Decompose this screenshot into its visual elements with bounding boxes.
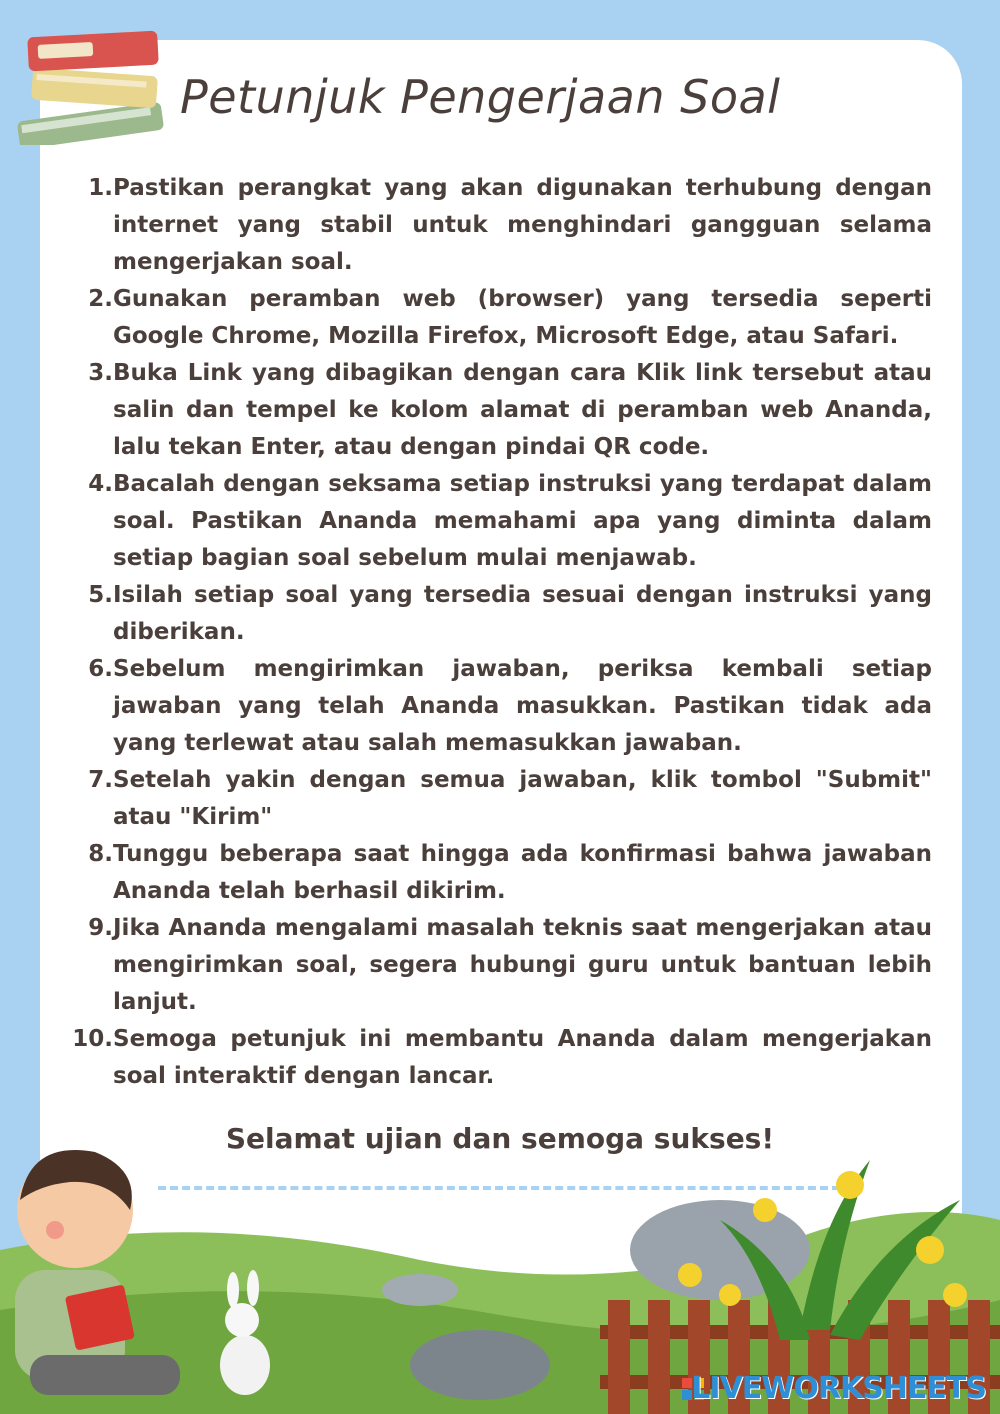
instruction-item [70, 762, 932, 836]
instruction-number: 6. [88, 656, 113, 682]
instruction-number: 9. [88, 915, 113, 941]
books-icon [8, 20, 173, 145]
instruction-text: Sebelum mengirimkan jawaban, periksa kembali setiap jawaban yang telah Ananda masukkan. Pastikan tidak ada yang terlewat atau salah memasukkan jawaban. [113, 656, 932, 756]
instruction-text: Gunakan peramban web (browser) yang tersedia seperti Google Chrome, Mozilla Firefox, Microsoft Edge, atau Safari. [113, 286, 932, 349]
instruction-item [70, 836, 932, 910]
instruction-item [70, 910, 932, 1021]
instruction-text: Semoga petunjuk ini membantu Ananda dalam mengerjakan soal interaktif dengan lancar. [113, 1026, 932, 1089]
instruction-item [70, 577, 932, 651]
instruction-item [70, 1021, 932, 1095]
instruction-item [70, 281, 932, 355]
watermark-text: LIVEWORKSHEETS [691, 1371, 986, 1406]
instruction-text: Jika Ananda mengalami masalah teknis saat mengerjakan atau mengirimkan soal, segera hubungi guru untuk bantuan lebih lanjut. [113, 915, 932, 1015]
instruction-text: Buka Link yang dibagikan dengan cara Klik link tersebut atau salin dan tempel ke kolom alamat di peramban web Ananda, lalu tekan Enter, atau dengan pindai QR code. [113, 360, 932, 460]
instruction-item [70, 355, 932, 466]
instruction-number: 4. [88, 471, 113, 497]
instruction-number: 2. [88, 286, 113, 312]
instruction-number: 7. [88, 767, 113, 793]
closing-message: Selamat ujian dan semoga sukses! [225, 1122, 775, 1155]
instruction-number: 5. [88, 582, 113, 608]
instruction-text: Bacalah dengan seksama setiap instruksi yang terdapat dalam soal. Pastikan Ananda memahami apa yang diminta dalam setiap bagian soal sebelum mulai menjawab. [113, 471, 932, 571]
instruction-text: Pastikan perangkat yang akan digunakan terhubung dengan internet yang stabil untuk menghindari gangguan selama mengerjakan soal. [113, 175, 932, 275]
instruction-text: Setelah yakin dengan semua jawaban, klik tombol "Submit" atau "Kirim" [113, 767, 932, 830]
instruction-number: 10. [72, 1026, 113, 1052]
page-title: Petunjuk Pengerjaan Soal [180, 70, 781, 124]
instruction-number: 1. [88, 175, 113, 201]
instruction-item [70, 651, 932, 762]
instruction-number: 3. [88, 360, 113, 386]
instruction-item [70, 170, 932, 281]
instruction-list [70, 170, 932, 1095]
instruction-number: 8. [88, 841, 113, 867]
instruction-item [70, 466, 932, 577]
instruction-text: Tunggu beberapa saat hingga ada konfirmasi bahwa jawaban Ananda telah berhasil dikirim. [113, 841, 932, 904]
instruction-text: Isilah setiap soal yang tersedia sesuai dengan instruksi yang diberikan. [113, 582, 932, 645]
